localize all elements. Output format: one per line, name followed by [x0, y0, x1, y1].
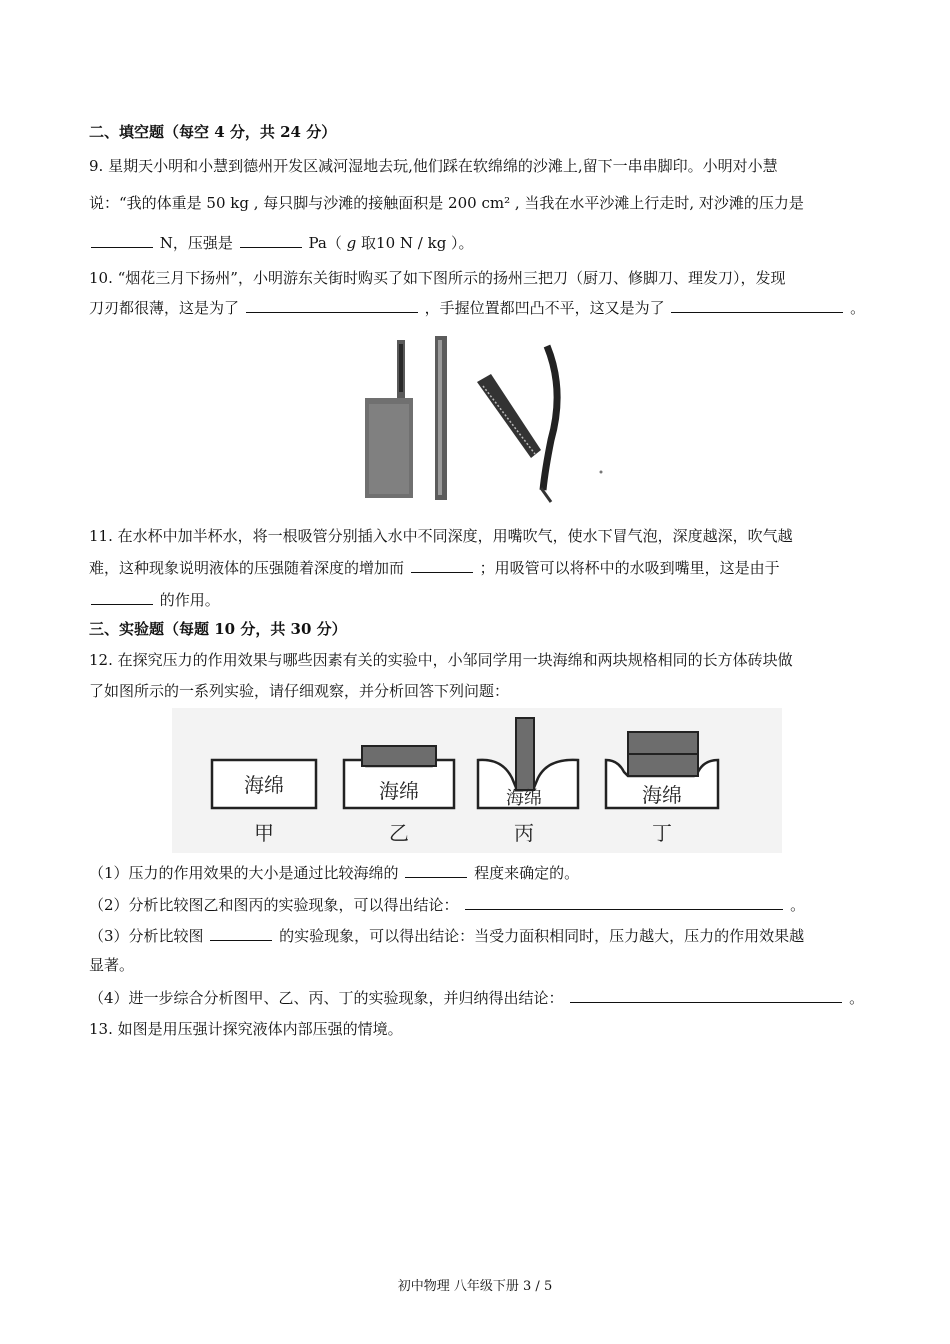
q12-line-2: 了如图所示的一系列实验，请仔细观察，并分析回答下列问题： — [89, 682, 510, 700]
q9-line-2: 说：“我的体重是 50 kg , 每只脚与沙滩的接触面积是 200 cm² , 当我在水平沙滩上行走时, 对沙滩的压力是 — [89, 194, 804, 212]
sponge-label-bing: 海绵 — [506, 788, 542, 809]
q11-line-2: 难，这种现象说明液体的压强随着深度的增加而 ；用吸管可以将杯中的水吸到嘴里，这是由于 — [89, 556, 780, 579]
q12-sub-2: （2）分析比较图乙和图丙的实验现象，可以得出结论： 。 — [89, 893, 805, 916]
sponge-label-jia: 海绵 — [244, 773, 284, 797]
speck-mark — [600, 471, 603, 474]
q10-blank-1[interactable] — [246, 296, 418, 313]
q9-blank-force[interactable] — [91, 231, 153, 248]
q11-line-1: 11. 在水杯中加半杯水，将一根吸管分别插入水中不同深度，用嘴吹气，使水下冒气泡，深度越深，吹气越 — [89, 527, 793, 545]
q12-blank-3[interactable] — [210, 924, 272, 941]
q10-line-2: 刀刃都很薄，这是为了 ，手握位置都凹凸不平，这又是为了 。 — [89, 296, 865, 319]
figure-label-jia: 甲 — [254, 821, 274, 845]
q10-line-1: 10. “烟花三月下扬州”，小明游东关街时购买了如下图所示的扬州三把刀（厨刀、修脚刀、理发刀），发现 — [89, 269, 786, 287]
kitchen-knife-image — [365, 340, 413, 498]
section-2-title: 二、填空题（每空 4 分，共 24 分） — [89, 123, 337, 141]
q12-line-1: 12. 在探究压力的作用效果与哪些因素有关的实验中，小邹同学用一块海绵和两块规格相同的长方体砖块做 — [89, 651, 793, 669]
sponge-experiment-figure — [172, 708, 782, 853]
q12-blank-2[interactable] — [465, 893, 783, 910]
q12-sub-1: （1）压力的作用效果的大小是通过比较海绵的 程度来确定的。 — [89, 861, 579, 884]
q10-blank-2[interactable] — [671, 296, 843, 313]
figure-label-ding: 丁 — [652, 821, 672, 845]
sponge-label-yi: 海绵 — [379, 779, 419, 803]
pedicure-knife-image — [435, 336, 447, 500]
q13-line-1: 13. 如图是用压强计探究液体内部压强的情境。 — [89, 1020, 403, 1038]
q12-sub-3: （3）分析比较图 的实验现象，可以得出结论：当受力面积相同时，压力越大，压力的作用效果越 — [89, 924, 804, 947]
q9-blank-pressure[interactable] — [240, 231, 302, 248]
q12-blank-1[interactable] — [405, 861, 467, 878]
q9-line-1: 9. 星期天小明和小慧到德州开发区减河湿地去玩,他们踩在软绵绵的沙滩上,留下一串串脚印。小明对小慧 — [89, 157, 778, 175]
q11-blank-1[interactable] — [411, 556, 473, 573]
q11-blank-2[interactable] — [91, 588, 153, 605]
three-knives-figure — [355, 330, 615, 505]
figure-label-yi: 乙 — [389, 821, 409, 845]
page-footer: 初中物理 八年级下册 3 / 5 — [397, 1279, 553, 1294]
figure-label-bing: 丙 — [514, 821, 534, 845]
q12-blank-4[interactable] — [570, 986, 842, 1003]
razor-image — [477, 346, 557, 502]
section-3-title: 三、实验题（每题 10 分，共 30 分） — [89, 620, 347, 638]
q12-sub-4: （4）进一步综合分析图甲、乙、丙、丁的实验现象，并归纳得出结论： 。 — [89, 986, 864, 1009]
q9-line-3: N，压强是 Pa（ g 取10 N / kg ）。 — [89, 231, 474, 254]
q11-line-3: 的作用。 — [89, 588, 220, 611]
q12-sub-3-cont: 显著。 — [89, 956, 135, 974]
sponge-label-ding: 海绵 — [642, 783, 682, 807]
